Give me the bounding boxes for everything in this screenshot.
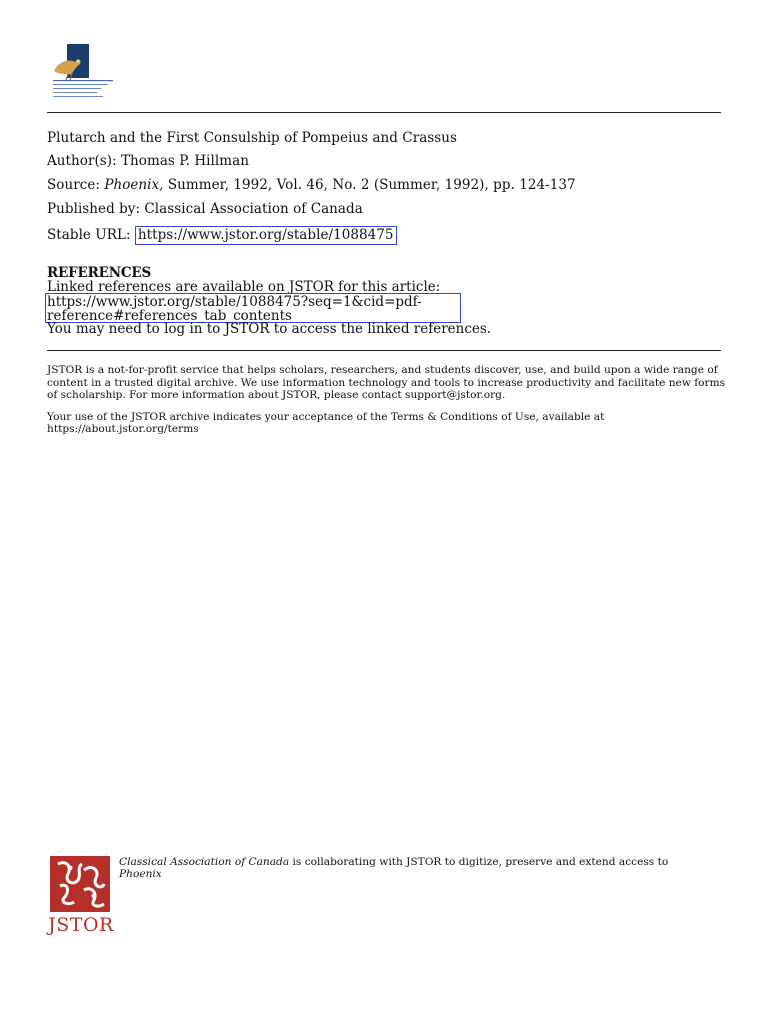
classical-association-logo-icon: [48, 40, 128, 104]
references-note: You may need to log in to JSTOR to access the linked references.: [47, 321, 492, 337]
publisher-line: [47, 201, 363, 217]
notice-paragraph-2: Your use of the JSTOR archive indicates your acceptance of the Terms & Conditions of Use, available at https://about.jstor.org/terms: [47, 410, 605, 436]
source-line: [47, 177, 576, 193]
collab-body: is collaborating with JSTOR to digitize, preserve and extend access to: [289, 856, 669, 868]
references-heading: REFERENCES: [47, 265, 152, 281]
jstor-logo: [48, 856, 114, 938]
references-link[interactable]: [45, 293, 461, 323]
source-details: , Summer, 1992, Vol. 46, No. 2 (Summer, 1992), pp. 124-137: [159, 177, 576, 193]
article-title: Plutarch and the First Consulship of Pompeius and Crassus: [47, 130, 457, 146]
collab-organization: Classical Association of Canada: [119, 856, 290, 868]
author-name: Thomas P. Hillman: [121, 153, 249, 169]
collaboration-text: [119, 856, 679, 880]
author-label: Author(s):: [47, 153, 117, 169]
publisher-logo: [48, 40, 128, 104]
source-label: Source:: [47, 177, 100, 193]
published-label: Published by:: [47, 201, 141, 217]
stable-url-label: Stable URL:: [47, 227, 131, 243]
stable-url-link[interactable]: https://www.jstor.org/stable/1088475: [135, 226, 397, 245]
notice-paragraph-1: JSTOR is a not-for-profit service that helps scholars, researchers, and students discover, use, and build upon a wide range of content in a trusted digital archive. We use information technology and tools to increase productivity and facilitate new forms of scholarship. For more information about JSTOR, please contact support@jstor.org.: [47, 364, 726, 402]
publisher-name: Classical Association of Canada: [144, 201, 363, 217]
references-link-line2: reference#references_tab_contents: [47, 308, 292, 324]
references-intro: Linked references are available on JSTOR for this article:: [47, 279, 441, 295]
jstor-notice: [47, 364, 727, 436]
top-divider: [47, 112, 721, 113]
author-line: [47, 153, 249, 169]
collab-journal: Phoenix: [119, 868, 162, 880]
jstor-wordmark: JSTOR: [48, 914, 114, 936]
references-link-line1: https://www.jstor.org/stable/1088475?seq=1&cid=pdf-: [47, 294, 422, 310]
stable-url-line: [47, 227, 397, 243]
middle-divider: [47, 350, 721, 351]
source-journal: Phoenix: [104, 177, 160, 193]
